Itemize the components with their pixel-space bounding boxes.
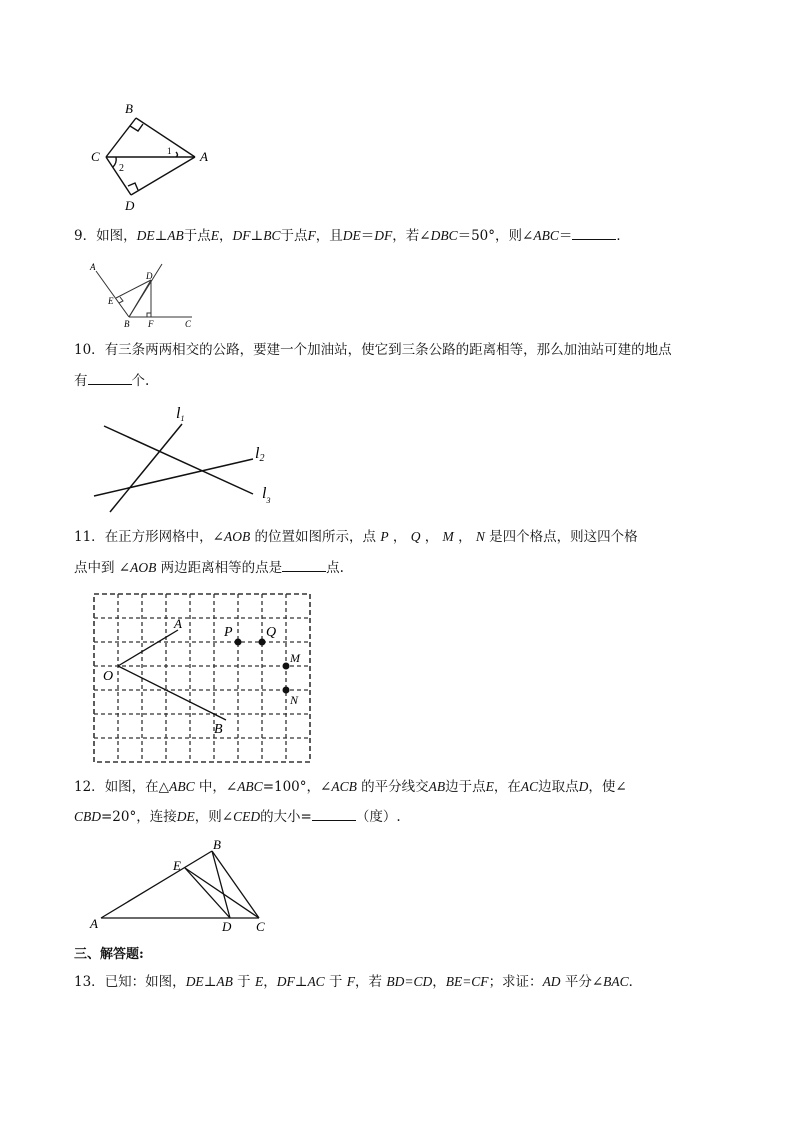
question-11-line2: 点中到 ∠AOB 两边距离相等的点是 点. [74,560,344,576]
fig9-label-c: C [185,319,192,329]
fig8-label-b: B [125,101,133,116]
answer-blank-10[interactable] [88,372,132,385]
section-3-heading: 三、解答题: [74,947,144,962]
grid-lines [94,594,310,762]
question-13: 13．已知：如图，DE⊥AB 于 E，DF⊥AC 于 F，若 BD=CD，BE=CF；求证：AD 平分∠BAC． [74,974,643,990]
fig11-label-a: A [174,616,182,631]
fig8-angle-2: 2 [119,163,124,174]
fig9-label-e: E [108,296,114,306]
question-12-line2: CBD=20°，连接DE，则∠CED的大小= （度）. [74,809,401,825]
figure-kite [80,98,230,218]
fig8-label-d: D [125,198,135,213]
fig11-label-p: P [224,625,233,640]
fig9-label-a: A [90,262,96,272]
fig11-label-m: M [290,651,300,665]
question-12: 12．如图，在△ABC 中，∠ABC=100°，∠ACB 的平分线交AB边于点E，在AC边取点D，使∠ [74,779,627,795]
answer-blank-12[interactable] [312,808,356,821]
figure-q12 [86,835,276,937]
answer-blank-11[interactable] [282,559,326,572]
fig11-label-b: B [214,722,223,737]
fig8-angle-1: 1 [167,146,172,156]
fig12-label-c: C [256,919,265,934]
fig11-label-n: N [290,693,299,707]
figure-q10 [88,398,288,518]
fig9-label-b: B [124,319,130,329]
point-p [235,639,242,646]
fig12-label-b: B [213,837,221,852]
fig12-label-d: D [222,919,232,934]
fig8-label-c: C [91,149,100,164]
fig10-l2: l2 [255,445,265,464]
question-11: 11．在正方形网格中，∠AOB 的位置如图所示，点 P ， Q ， M ， N 是四个格点，则这四个格 [74,529,638,545]
figure-q11-grid [88,588,316,768]
fig9-label-d: D [146,271,153,281]
point-m [283,663,290,670]
question-10-line2: 有 个. [74,373,150,389]
point-n [283,687,290,694]
fig9-label-f: F [148,319,154,329]
fig11-label-q: Q [266,625,277,640]
fig10-l1: l1 [176,405,185,423]
question-9: 9．如图，DE⊥AB于点E，DF⊥BC于点F，且DE＝DF，若∠DBC＝50°，则∠ABC＝ ． [74,228,630,244]
fig12-label-a: A [90,916,98,931]
fig8-label-a: A [200,149,208,164]
question-10: 10．有三条两两相交的公路，要建一个加油站，使它到三条公路的距离相等，那么加油站可建的地点 [74,342,672,358]
point-q [259,639,266,646]
figure-q9 [86,258,206,330]
fig12-label-e: E [173,858,181,873]
fig10-l3: $l_3$ [262,485,271,505]
fig11-label-o: O [103,669,114,684]
answer-blank-9[interactable] [572,227,616,240]
